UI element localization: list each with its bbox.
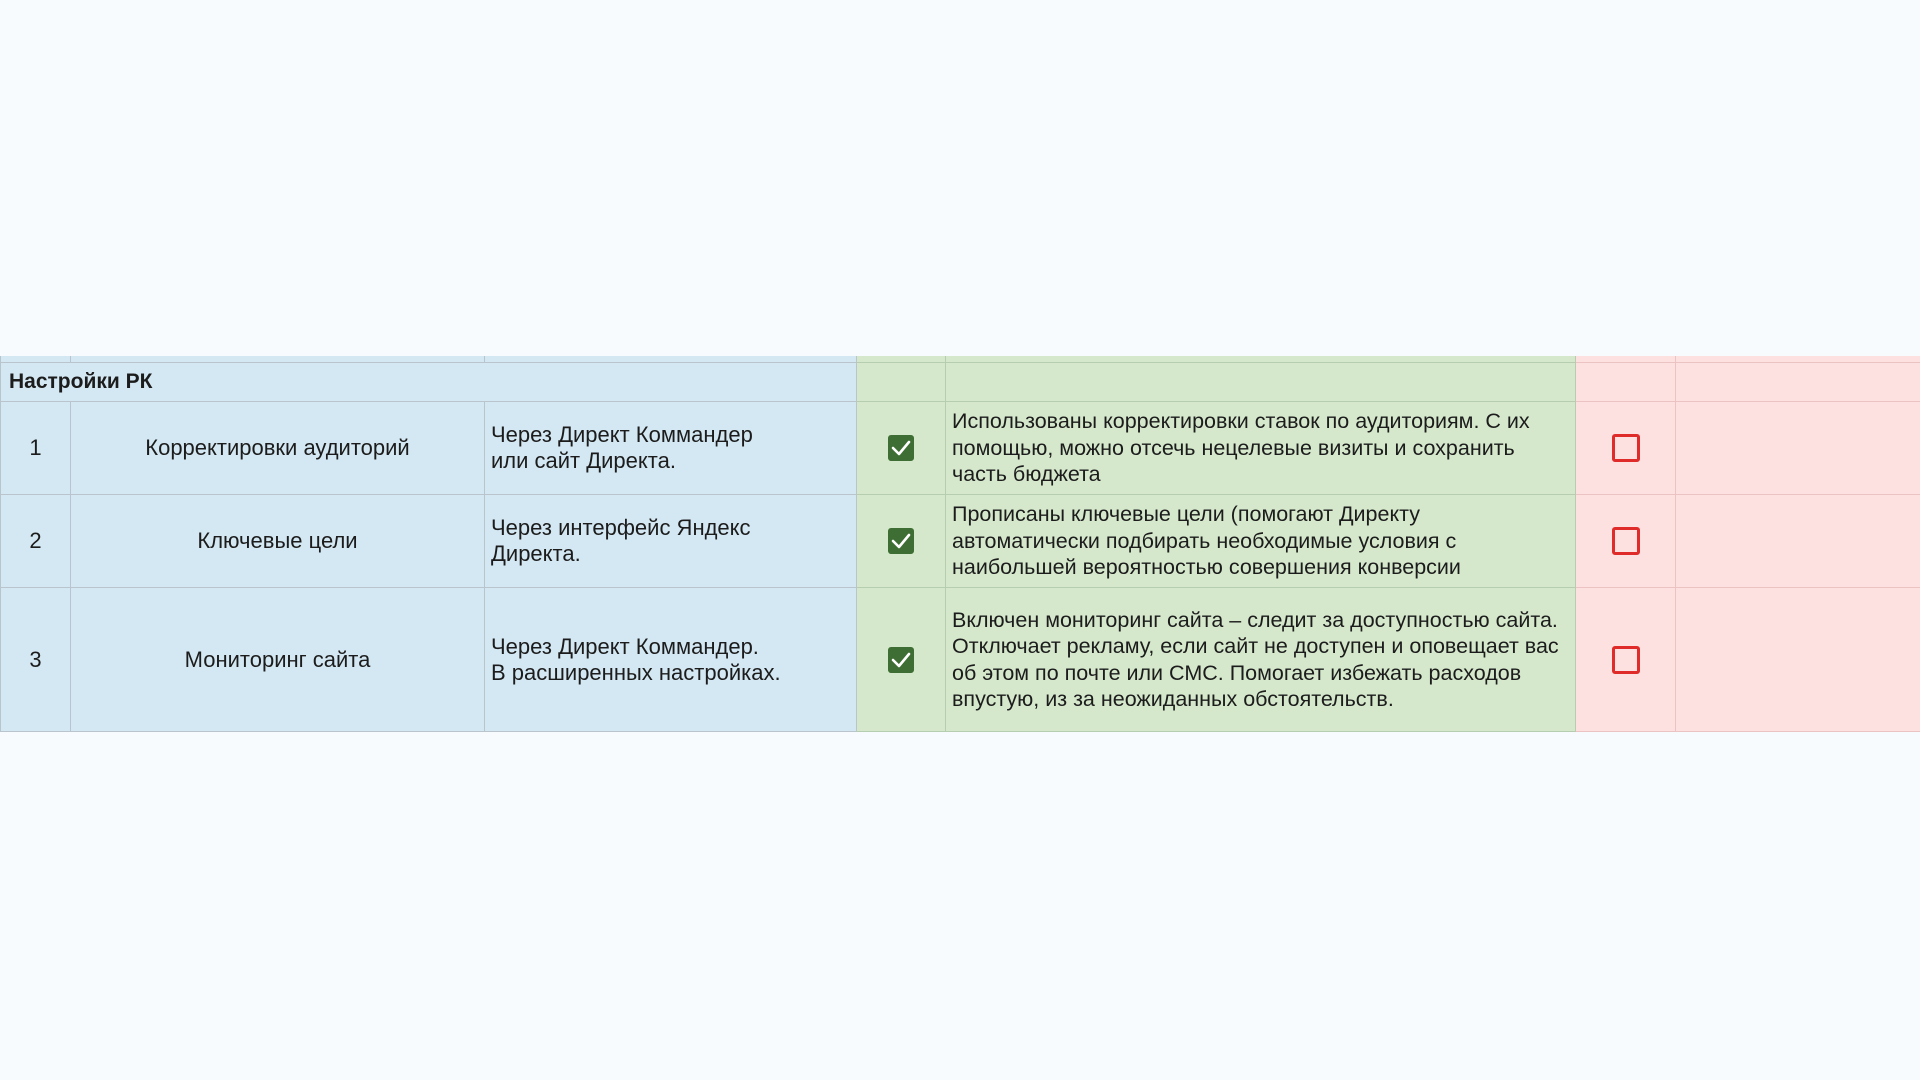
checkbox-empty-icon[interactable] bbox=[1612, 434, 1640, 462]
table-row bbox=[1, 495, 1920, 588]
not-done-cell[interactable] bbox=[1576, 495, 1676, 588]
cell[interactable] bbox=[1676, 495, 1920, 588]
cell[interactable] bbox=[1676, 402, 1920, 495]
checkbox-empty-icon[interactable] bbox=[1612, 646, 1640, 674]
setting-description[interactable]: Использованы корректировки ставок по аудиториям. С их помощью, можно отсечь нецелевые визиты и сохранить часть бюджета bbox=[946, 402, 1576, 495]
row-number[interactable]: 3 bbox=[1, 588, 71, 732]
setting-description[interactable]: Прописаны ключевые цели (помогают Директу автоматически подбирать необходимые условия с наибольшей вероятностью совершения конверсии bbox=[946, 495, 1576, 588]
checkbox-empty-icon[interactable] bbox=[1612, 527, 1640, 555]
cell[interactable] bbox=[1676, 363, 1920, 402]
checklist-table bbox=[0, 356, 1920, 732]
setting-method[interactable]: Через интерфейс Яндекс Директа. bbox=[485, 495, 857, 588]
done-cell[interactable] bbox=[857, 402, 946, 495]
cell[interactable] bbox=[1576, 363, 1676, 402]
not-done-cell[interactable] bbox=[1576, 402, 1676, 495]
spreadsheet bbox=[0, 356, 1920, 732]
checkbox-checked-icon[interactable] bbox=[888, 528, 914, 554]
setting-name[interactable]: Ключевые цели bbox=[71, 495, 485, 588]
cell[interactable] bbox=[857, 363, 946, 402]
table-row bbox=[1, 588, 1920, 732]
setting-name[interactable]: Корректировки аудиторий bbox=[71, 402, 485, 495]
checkbox-checked-icon[interactable] bbox=[888, 647, 914, 673]
setting-method[interactable]: Через Директ Коммандер или сайт Директа. bbox=[485, 402, 857, 495]
row-number[interactable]: 1 bbox=[1, 402, 71, 495]
row-number[interactable]: 2 bbox=[1, 495, 71, 588]
checkbox-checked-icon[interactable] bbox=[888, 435, 914, 461]
cell[interactable] bbox=[1676, 588, 1920, 732]
setting-description[interactable]: Включен мониторинг сайта – следит за доступностью сайта. Отключает рекламу, если сайт не доступен и оповещает вас об этом по почте или СМС. Помогает избежать расходов впустую, из за неожиданных обстоятельств. bbox=[946, 588, 1576, 732]
section-header-row bbox=[1, 363, 1920, 402]
section-title[interactable]: Настройки РК bbox=[1, 363, 857, 402]
cell[interactable] bbox=[946, 363, 1576, 402]
table-row bbox=[1, 402, 1920, 495]
done-cell[interactable] bbox=[857, 495, 946, 588]
not-done-cell[interactable] bbox=[1576, 588, 1676, 732]
setting-method[interactable]: Через Директ Коммандер. В расширенных настройках. bbox=[485, 588, 857, 732]
setting-name[interactable]: Мониторинг сайта bbox=[71, 588, 485, 732]
done-cell[interactable] bbox=[857, 588, 946, 732]
